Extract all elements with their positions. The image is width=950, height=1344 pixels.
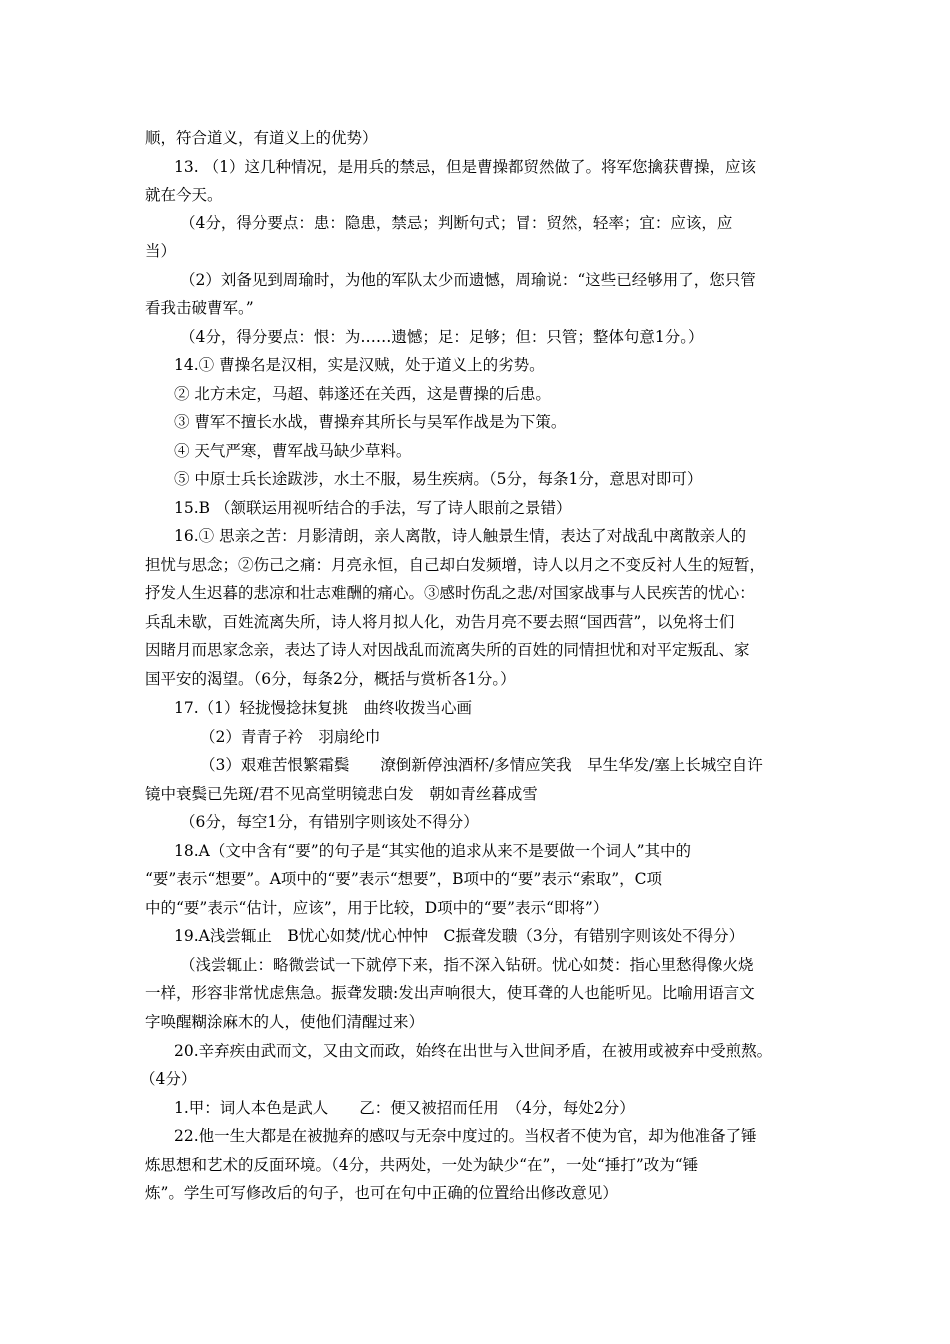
text-line: 就在今天。	[145, 186, 223, 204]
text-line: 22.他一生大都是在被抛弃的感叹与无奈中度过的。当权者不使为官，却为他准备了锤	[174, 1127, 757, 1145]
text-line: 字唤醒糊涂麻木的人，使他们清醒过来）	[145, 1013, 425, 1031]
text-line: 14.① 曹操名是汉相，实是汉贼，处于道义上的劣势。	[174, 356, 545, 374]
text-line: （2）青青子衿 羽扇纶巾	[200, 728, 381, 746]
text-line: ③ 曹军不擅长水战，曹操弃其所长与吴军作战是为下策。	[174, 413, 567, 431]
text-line: 17.（1）轻拢慢捻抹复挑 曲终收拨当心画	[174, 699, 473, 717]
text-line: 19.A浅尝辄止 B忧心如焚/忧心忡忡 C振聋发聩（3分，有错别字则该处不得分）	[174, 927, 745, 945]
text-line: 顺，符合道义，有道义上的优势）	[145, 129, 378, 147]
text-line: （4分，得分要点：恨：为……遗憾；足：足够；但：只管；整体句意1分。）	[180, 328, 704, 346]
text-line: ④ 天气严寒，曹军战马缺少草料。	[174, 442, 412, 460]
text-line: 20.辛弃疾由武而文，又由文而政，始终在出世与入世间矛盾，在被用或被弃中受煎熬。	[174, 1042, 773, 1060]
text-line: 当）	[145, 242, 177, 260]
text-line: （6分，每空1分，有错别字则该处不得分）	[180, 813, 479, 831]
text-line: ② 北方未定，马超、韩遂还在关西，这是曹操的后患。	[174, 385, 551, 403]
text-line: （4分）	[140, 1070, 197, 1088]
text-line: 兵乱未歇，百姓流离失所，诗人将月拟人化，劝告月亮不要去照“国西营”，以免将士们	[145, 613, 735, 631]
text-line: 15.B （颔联运用视听结合的手法，写了诗人眼前之景错）	[174, 499, 572, 517]
text-line: 炼思想和艺术的反面环境。（4分，共两处，一处为缺少“在”，一处“捶打”改为“锤	[145, 1156, 699, 1174]
text-line: 国平安的渴望。（6分，每条2分，概括与赏析各1分。）	[145, 670, 516, 688]
text-line: 13. （1）这几种情况，是用兵的禁忌，但是曹操都贸然做了。将军您擒获曹操，应该	[174, 158, 756, 176]
text-line: 看我击破曹军。”	[145, 299, 254, 317]
text-line: 1.甲：词人本色是武人 乙：便又被招而任用 （4分，每处2分）	[174, 1099, 635, 1117]
text-line: （3）艰难苦恨繁霜鬓 潦倒新停浊酒杯/多情应笑我 早生华发/塞上长城空自许	[200, 756, 763, 774]
text-line: 炼”。学生可写修改后的句子，也可在句中正确的位置给出修改意见）	[145, 1184, 618, 1202]
text-line: （4分，得分要点：患：隐患，禁忌；判断句式；冒：贸然，轻率；宜：应该，应	[180, 214, 733, 232]
text-line: 担忧与思念；②伤己之痛：月亮永恒，自己却白发频增，诗人以月之不变反衬人生的短暂，	[145, 556, 766, 574]
text-line: 一样，形容非常忧虑焦急。振聋发聩:发出声响很大，使耳聋的人也能听见。比喻用语言文	[145, 984, 755, 1002]
text-line: （浅尝辄止：略微尝试一下就停下来，指不深入钻研。忧心如焚：指心里愁得像火烧	[180, 956, 754, 974]
text-line: 因睹月而思家念亲，表达了诗人对因战乱而流离失所的百姓的同情担忧和对平定叛乱、家	[145, 641, 750, 659]
text-line: 中的“要”表示“估计，应该”，用于比较，D项中的“要”表示“即将”）	[145, 899, 609, 917]
text-line: 抒发人生迟暮的悲凉和壮志难酬的痛心。③感时伤乱之悲/对国家战事与人民疾苦的忧心：	[145, 584, 755, 602]
text-line: 18.A（文中含有“要”的句子是“其实他的追求从来不是要做一个词人”其中的	[174, 842, 692, 860]
text-line: 镜中衰鬓已先斑/君不见高堂明镜悲白发 朝如青丝暮成雪	[145, 785, 538, 803]
text-line: “要”表示“想要”。A项中的“要”表示“想要”，B项中的“要”表示“索取”，C项	[145, 870, 663, 888]
text-line: （2）刘备见到周瑜时，为他的军队太少而遗憾，周瑜说：“这些已经够用了，您只管	[180, 271, 756, 289]
text-line: 16.① 思亲之苦：月影清朗，亲人离散，诗人触景生情，表达了对战乱中离散亲人的	[174, 527, 747, 545]
text-line: ⑤ 中原士兵长途跋涉，水土不服，易生疾病。（5分，每条1分，意思对即可）	[174, 470, 703, 488]
